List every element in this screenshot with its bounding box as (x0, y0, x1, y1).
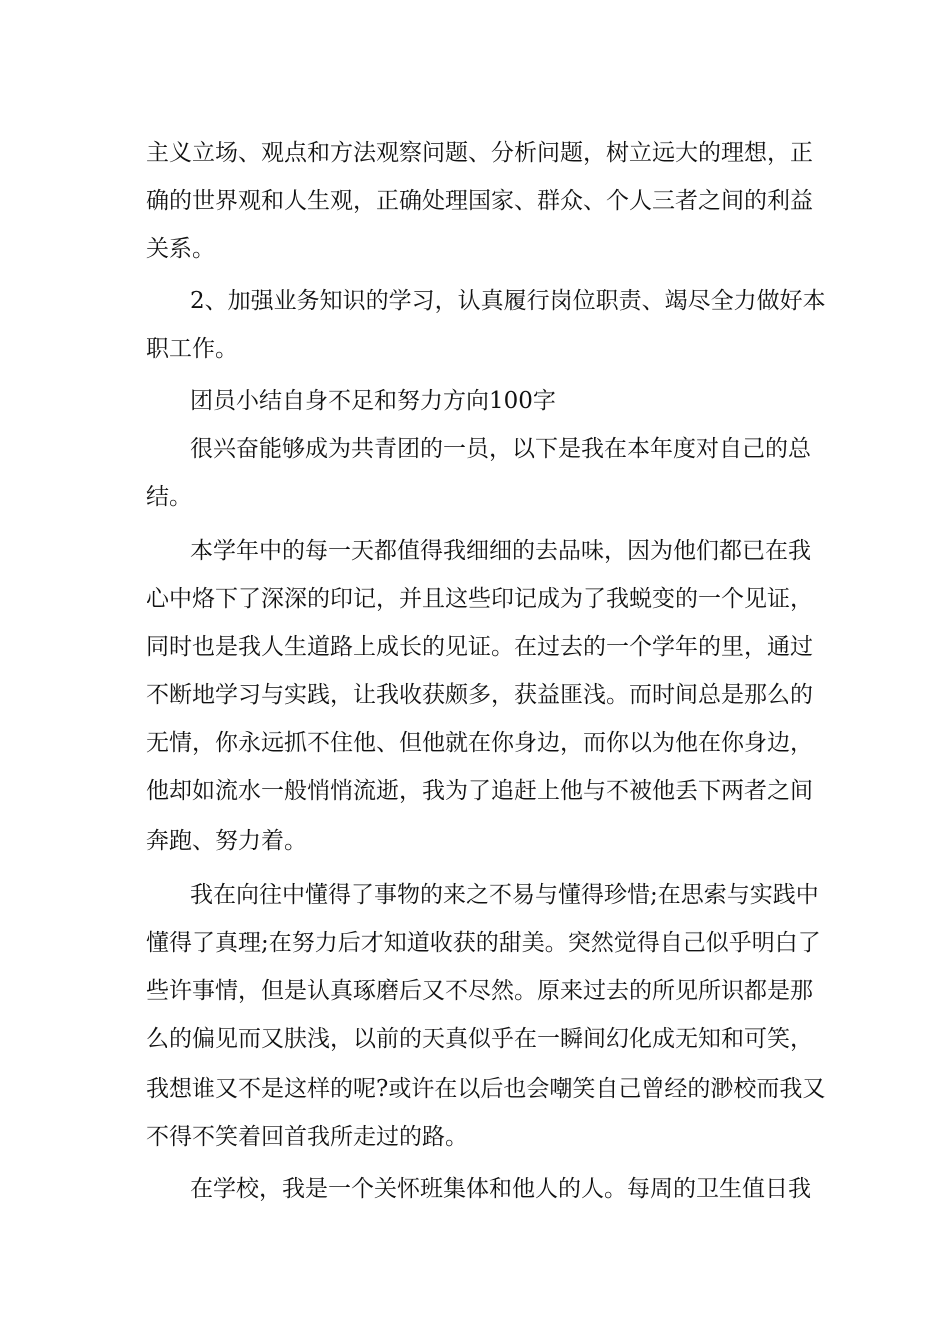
text-line: 本学年中的每一天都值得我细细的去品味，因为他们都已在我 (190, 538, 811, 564)
text-line: 关系。 (146, 236, 215, 262)
text-line: 很兴奋能够成为共青团的一员，以下是我在本年度对自己的总 (190, 436, 811, 462)
text-line: 么的偏见而又肤浅，以前的天真似乎在一瞬间幻化成无知和可笑， (146, 1026, 813, 1052)
text-line: 2、加强业务知识的学习，认真履行岗位职责、竭尽全力做好本 (190, 288, 826, 314)
section-heading: 团员小结自身不足和努力方向100字 (190, 388, 556, 414)
text-line: 我在向往中懂得了事物的来之不易与懂得珍惜;在思索与实践中 (190, 882, 819, 908)
text-line: 我想谁又不是这样的呢?或许在以后也会嘲笑自己曾经的渺校而我又 (146, 1076, 826, 1102)
text-line: 心中烙下了深深的印记，并且这些印记成为了我蜕变的一个见证， (146, 586, 813, 612)
text-line: 不得不笑着回首我所走过的路。 (146, 1124, 468, 1150)
text-line: 确的世界观和人生观，正确处理国家、群众、个人三者之间的利益 (146, 188, 813, 214)
text-line: 主义立场、观点和方法观察问题、分析问题，树立远大的理想，正 (146, 140, 813, 166)
text-line: 在学校，我是一个关怀班集体和他人的人。每周的卫生值日我 (190, 1176, 811, 1202)
text-line: 他却如流水一般悄悄流逝，我为了追赶上他与不被他丢下两者之间 (146, 778, 813, 804)
text-line: 奔跑、努力着。 (146, 828, 307, 854)
text-line: 些许事情，但是认真琢磨后又不尽然。原来过去的所见所识都是那 (146, 978, 813, 1004)
text-line: 懂得了真理;在努力后才知道收获的甜美。突然觉得自己似乎明白了 (146, 930, 821, 956)
text-line: 职工作。 (146, 336, 238, 362)
text-line: 不断地学习与实践，让我收获颇多，获益匪浅。而时间总是那么的 (146, 682, 813, 708)
text-line: 无情，你永远抓不住他、但他就在你身边，而你以为他在你身边， (146, 730, 813, 756)
text-line: 结。 (146, 484, 192, 510)
text-line: 同时也是我人生道路上成长的见证。在过去的一个学年的里，通过 (146, 634, 813, 660)
